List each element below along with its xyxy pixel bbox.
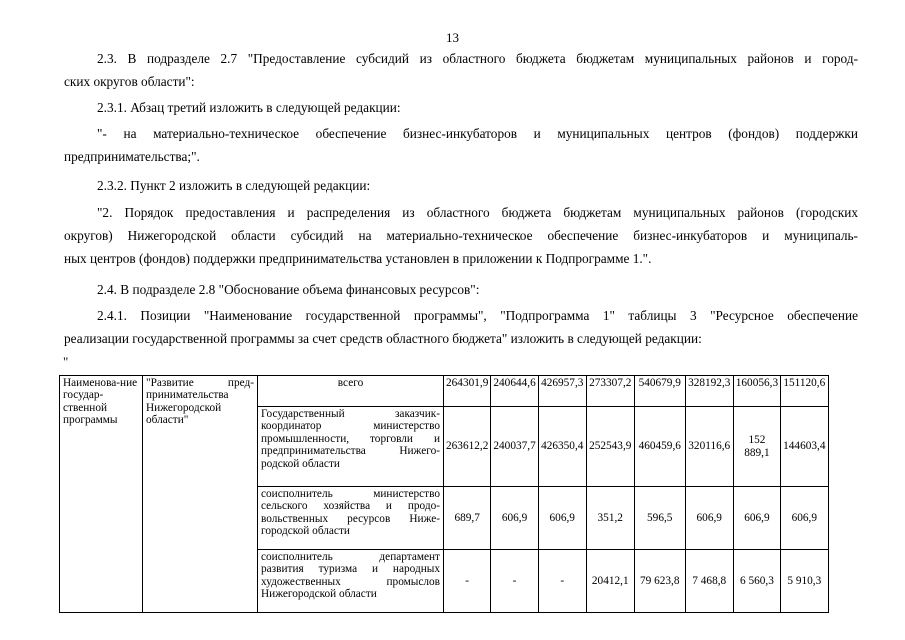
table-cell: 606,9 [491,487,538,550]
paragraph-quote-2 [64,201,858,270]
paragraph-line: 2.4.1. Позиции "Наименование государственной программы", "Подпрограмма 1" таблицы 3 "Ресурсное обеспечение [97,308,858,323]
paragraph-2-4-1 [64,304,858,350]
table-cell: 264301,9 [444,376,491,407]
table-cell: 328192,3 [685,376,733,407]
row-label-total: всего [258,376,444,407]
table-cell: 606,9 [538,487,586,550]
paragraph-quote-1 [64,122,858,168]
paragraph-line: ных центров (фондов) поддержки предпринимательства установлен в приложении к Подпрограмме 1.". [64,251,652,266]
table-cell: 152 889,1 [733,407,780,487]
table-cell: 460459,6 [634,407,685,487]
table-cell: 606,9 [685,487,733,550]
table-cell: 263612,2 [444,407,491,487]
paragraph-2-3-1 [64,96,858,119]
program-title: "Развитие пред-принимательства Нижегородской области" [143,376,258,613]
table-row [60,376,829,407]
table-cell: 160056,3 [733,376,780,407]
table-cell: 151120,6 [781,376,828,407]
table-cell: 689,7 [444,487,491,550]
paragraph-2-3 [64,47,858,93]
table-cell: 20412,1 [586,550,634,613]
table-cell: - [444,550,491,613]
table-cell: 6 560,3 [733,550,780,613]
table-cell: 606,9 [733,487,780,550]
paragraph-line: округов) Нижегородской области субсидий на материально-техническое обеспечение бизнес-инкубаторов и муниципаль- [64,228,858,243]
table-cell: 320116,6 [685,407,733,487]
row-label-coordinator: Государственный заказчик-координатор министерство промышленности, торговли и предпринимательства Нижего-родской области [258,407,444,487]
table-cell: 252543,9 [586,407,634,487]
page-number: 13 [446,30,459,45]
row-label-tourism: соисполнитель департамент развития туризма и народных художественных промыслов Нижегородской области [258,550,444,613]
paragraph-line: 2.3.2. Пункт 2 изложить в следующей редакции: [97,178,371,193]
table-cell: 7 468,8 [685,550,733,613]
table-cell: 596,5 [634,487,685,550]
paragraph-line: 2.3.1. Абзац третий изложить в следующей редакции: [97,100,401,115]
opening-quote-mark: " [63,354,69,369]
financial-resources-table [59,375,829,613]
paragraph-line: реализации государственной программы за счет средств областного бюджета" изложить в следующей редакции: [64,331,702,346]
table-cell: 351,2 [586,487,634,550]
table-cell: 426957,3 [538,376,586,407]
table-cell: 606,9 [781,487,828,550]
paragraph-line: ских округов области": [64,74,195,89]
table-cell: 240644,6 [491,376,538,407]
table-cell: - [538,550,586,613]
table-cell: 79 623,8 [634,550,685,613]
table-cell: 5 910,3 [781,550,828,613]
table-cell: 426350,4 [538,407,586,487]
table-cell: 144603,4 [781,407,828,487]
paragraph-line: "- на материально-техническое обеспечение бизнес-инкубаторов и муниципальных центров (фондов) поддержки [97,126,858,141]
paragraph-line: предпринимательства;". [64,149,200,164]
paragraph-2-3-2 [64,174,858,197]
table-cell: - [491,550,538,613]
table-cell: 240037,7 [491,407,538,487]
paragraph-line: 2.3. В подразделе 2.7 "Предоставление субсидий из областного бюджета бюджетам муниципальных районов и город- [97,51,858,66]
paragraph-line: 2.4. В подразделе 2.8 "Обоснование объема финансовых ресурсов": [97,282,480,297]
table-cell: 540679,9 [634,376,685,407]
paragraph-line: "2. Порядок предоставления и распределения из областного бюджета бюджетам муниципальных районов (городских [97,205,858,220]
table-cell: 273307,2 [586,376,634,407]
row-label-agriculture: соисполнитель министерство сельского хозяйства и продо-вольственных ресурсов Ниже-городской области [258,487,444,550]
program-name-header: Наименова-ние государ-ственной программы [60,376,143,613]
paragraph-2-4 [64,278,858,301]
